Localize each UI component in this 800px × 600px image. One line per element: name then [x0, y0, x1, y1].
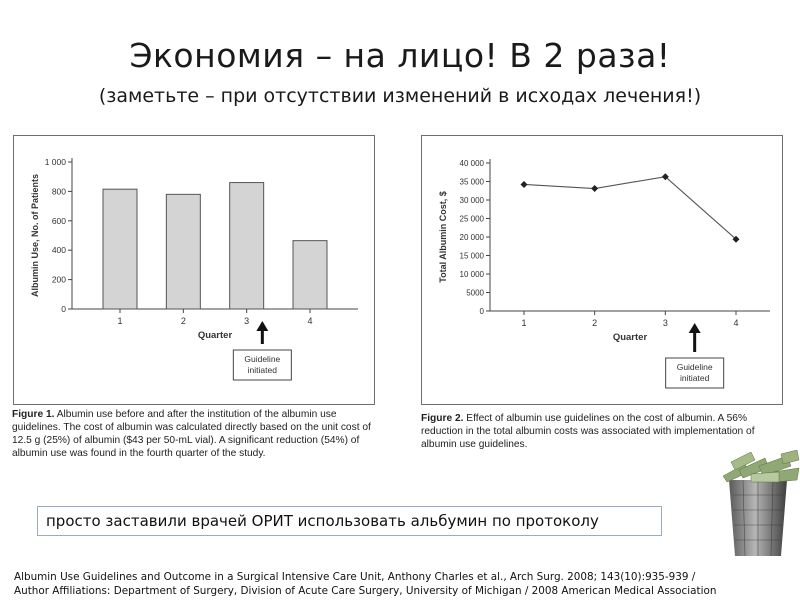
slide-subtitle: (заметьте – при отсутствии изменений в исходах лечения!) — [98, 85, 702, 107]
guideline-label-line1: Guideline — [676, 362, 713, 372]
x-axis-label: Quarter — [197, 330, 233, 341]
bar-chart — [14, 136, 374, 404]
y-tick-label: 35 000 — [459, 177, 484, 187]
x-tick-label: 2 — [592, 318, 598, 328]
guideline-arrow-head — [689, 323, 701, 333]
y-tick-label: 800 — [51, 186, 66, 197]
x-axis-label: Quarter — [612, 332, 648, 343]
slide-title: Экономия – на лицо! В 2 раза! — [129, 36, 671, 75]
source-citation — [14, 570, 794, 598]
y-tick-label: 5000 — [466, 288, 484, 298]
bar — [293, 241, 327, 309]
series-line — [524, 177, 736, 240]
x-tick-label: 4 — [307, 316, 313, 326]
source-line-1: Albumin Use Guidelines and Outcome in a Surgical Intensive Care Unit, Anthony Charles et al., Arch Surg. 2008; 143(10):935-939 / — [14, 571, 696, 583]
y-tick-label: 10 000 — [459, 270, 484, 279]
x-tick-label: 2 — [180, 316, 186, 326]
y-axis-label: Total Albumin Cost, $ — [438, 191, 448, 283]
x-tick-label: 1 — [521, 318, 527, 328]
bar — [166, 194, 200, 309]
y-tick-label: 200 — [51, 274, 66, 285]
figure-1-caption-text: Albumin use before and after the institution of the albumin use guidelines. The cost of albumin was calculated directly based on the unit cost of 12.5 g (25%) of albumin ($43 per 50-mL vial). A significant reduction (54%) of albumin use was found in the fourth quarter of the study. — [12, 409, 371, 459]
source-line-2: Author Affiliations: Department of Surgery, Division of Acute Care Surgery, University of Michigan / 2008 American Medical Association — [14, 585, 717, 597]
guideline-label-line1: Guideline — [244, 354, 281, 364]
y-tick-label: 1 000 — [44, 157, 66, 167]
y-tick-label: 0 — [61, 304, 66, 314]
figure-2-panel — [415, 135, 785, 455]
figure-1-caption-label: Figure 1. — [12, 409, 55, 420]
x-tick-label: 4 — [733, 318, 739, 328]
y-tick-label: 0 — [479, 307, 484, 316]
figure-1-panel — [8, 135, 376, 470]
guideline-label-line2: initiated — [247, 365, 277, 375]
figure-2-caption — [421, 412, 783, 451]
figure-1-caption — [12, 408, 374, 460]
y-tick-label: 20 000 — [459, 233, 484, 242]
data-point — [591, 185, 598, 192]
guideline-label-line2: initiated — [680, 373, 710, 383]
x-tick-label: 1 — [117, 316, 123, 326]
figure-2-caption-text: Effect of albumin use guidelines on the cost of albumin. A 56% reduction in the total albumin costs was associated with implementation of albumin use guidelines. — [421, 413, 755, 450]
y-tick-label: 600 — [51, 215, 66, 226]
bar — [103, 189, 137, 309]
money-trash-can-image — [715, 450, 800, 560]
bar — [230, 183, 264, 309]
y-tick-label: 30 000 — [459, 196, 484, 205]
line-chart — [422, 136, 782, 404]
data-point — [521, 181, 528, 188]
guideline-arrow-head — [256, 321, 268, 331]
y-tick-label: 25 000 — [459, 214, 484, 224]
figure-2-caption-label: Figure 2. — [421, 413, 464, 424]
y-axis-label: Albumin Use, No. of Patients — [30, 173, 40, 298]
x-tick-label: 3 — [244, 316, 250, 326]
y-tick-label: 400 — [51, 245, 66, 256]
figure-2-frame — [421, 135, 783, 405]
x-tick-label: 3 — [662, 318, 668, 328]
y-tick-label: 40 000 — [459, 159, 484, 168]
protocol-note: просто заставили врачей ОРИТ использовать альбумин по протоколу — [37, 506, 662, 536]
y-tick-label: 15 000 — [459, 251, 484, 261]
figure-1-frame — [13, 135, 375, 405]
